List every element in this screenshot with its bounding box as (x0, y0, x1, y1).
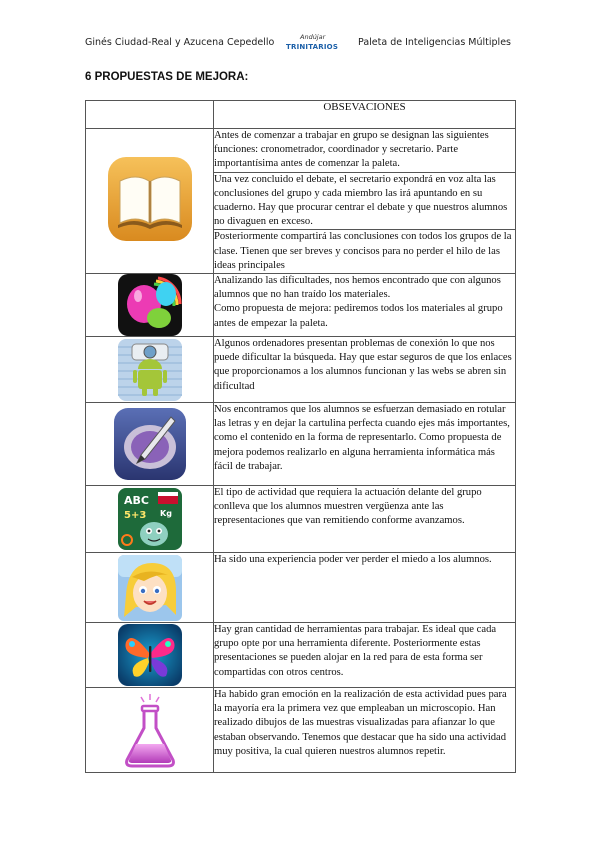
observation-text: Analizando las dificultades, nos hemos encontrado que con algunos alumnos que no han traído los materiales. Como propuesta de mejora: pediremos todos los materiales al grupo antes de empezar la paleta. (214, 274, 516, 337)
icon-cell (86, 553, 214, 623)
observation-text: Hay gran cantidad de herramientas para trabajar. Es ideal que cada grupo opte por una herramienta diferente. Posteriormente estas presentaciones se pueden alojar en la red para de esta forma ser compartidas con otros centros. (214, 623, 516, 688)
observation-text: Posteriormente compartirá las conclusiones con todos los grupos de la clase. Tienen que ser breves y concisos para no perder el hilo de las ideas principales (214, 230, 516, 274)
observation-text: El tipo de actividad que requiera la actuación delante del grupo conlleva que los alumnos muestren vergüenza ante las representaciones que van remitiendo conforme avanzamos. (214, 486, 516, 553)
table-row (86, 623, 516, 688)
flask-icon (121, 692, 179, 770)
logo-town: Andújar (300, 33, 326, 41)
table-header-row (86, 101, 516, 129)
table-row (86, 688, 516, 773)
table-row (86, 129, 516, 173)
icon-cell (86, 623, 214, 688)
icon-cell (86, 403, 214, 486)
column-header-observaciones: OBSEVACIONES (214, 101, 516, 129)
svg-text:Kg: Kg (159, 509, 172, 519)
icon-cell (86, 274, 214, 337)
table-row (86, 553, 516, 623)
observation-text: Antes de comenzar a trabajar en grupo se designan las siguientes funciones: cronometrador, coordinador y secretario. Parte importantísima antes de comenzar la paleta. (214, 129, 516, 173)
icon-cell (86, 688, 214, 773)
section-title: 6 PROPUESTAS DE MEJORA: (85, 71, 249, 83)
observation-text: Una vez concluido el debate, el secretario expondrá en voz alta las conclusiones del grupo y cada miembro las irá apuntando en su cuaderno. Hay que procurar centrar el debate y que nuestros alumnos no divaguen en exceso. (214, 172, 516, 230)
observation-text: Nos encontramos que los alumnos se esfuerzan demasiado en rotular las letras y en dejar la cartulina perfecta cuando ejes más importantes, como el contenido en la forma de representarlo. Como propuesta de mejora podemos realizarlo en alguna herramienta informática más fácil de trabajar. (214, 403, 516, 486)
icon-cell (86, 486, 214, 553)
table-row (86, 403, 516, 486)
logo-name: TRINITARIOS (286, 43, 339, 51)
table-row (86, 486, 516, 553)
icon-cell (86, 129, 214, 274)
header-document-title: Paleta de Inteligencias Múltiples (358, 37, 511, 48)
math-kid-icon (118, 488, 182, 550)
table-row (86, 337, 516, 403)
school-logo (282, 33, 338, 57)
pen-writing-icon (113, 407, 187, 481)
table-row (86, 274, 516, 337)
header-authors: Ginés Ciudad-Real y Azucena Cepedello (85, 37, 275, 48)
balloons-icon (118, 274, 182, 336)
svg-text:5+3: 5+3 (123, 510, 146, 522)
butterfly-icon (118, 624, 182, 686)
android-camera-icon (118, 339, 182, 401)
icon-cell (86, 337, 214, 403)
header-empty-cell (86, 101, 214, 129)
observation-text: Ha habido gran emoción en la realización de esta actividad pues para la mayoría era la primera vez que empleaban un microscopio. Han realizado dibujos de las muestras visualizadas para afianzar lo que estaban observando. Tenemos que destacar que ha sido una actividad muy positiva, la cual quieren nuestros alumnos repetir. (214, 688, 516, 773)
proposals-table (85, 100, 516, 773)
book-icon (106, 155, 194, 243)
observation-text: Ha sido una experiencia poder ver perder el miedo a los alumnos. (214, 553, 516, 623)
svg-text:ABC: ABC (123, 494, 149, 508)
observation-text: Algunos ordenadores presentan problemas de conexión lo que nos puede dificultar la búsqueda. Hay que estar seguros de que los enlaces que proporcionamos a los alumnos funcionan y las webs se abren sin dificultad (214, 337, 516, 403)
cartoon-girl-icon (118, 555, 182, 621)
